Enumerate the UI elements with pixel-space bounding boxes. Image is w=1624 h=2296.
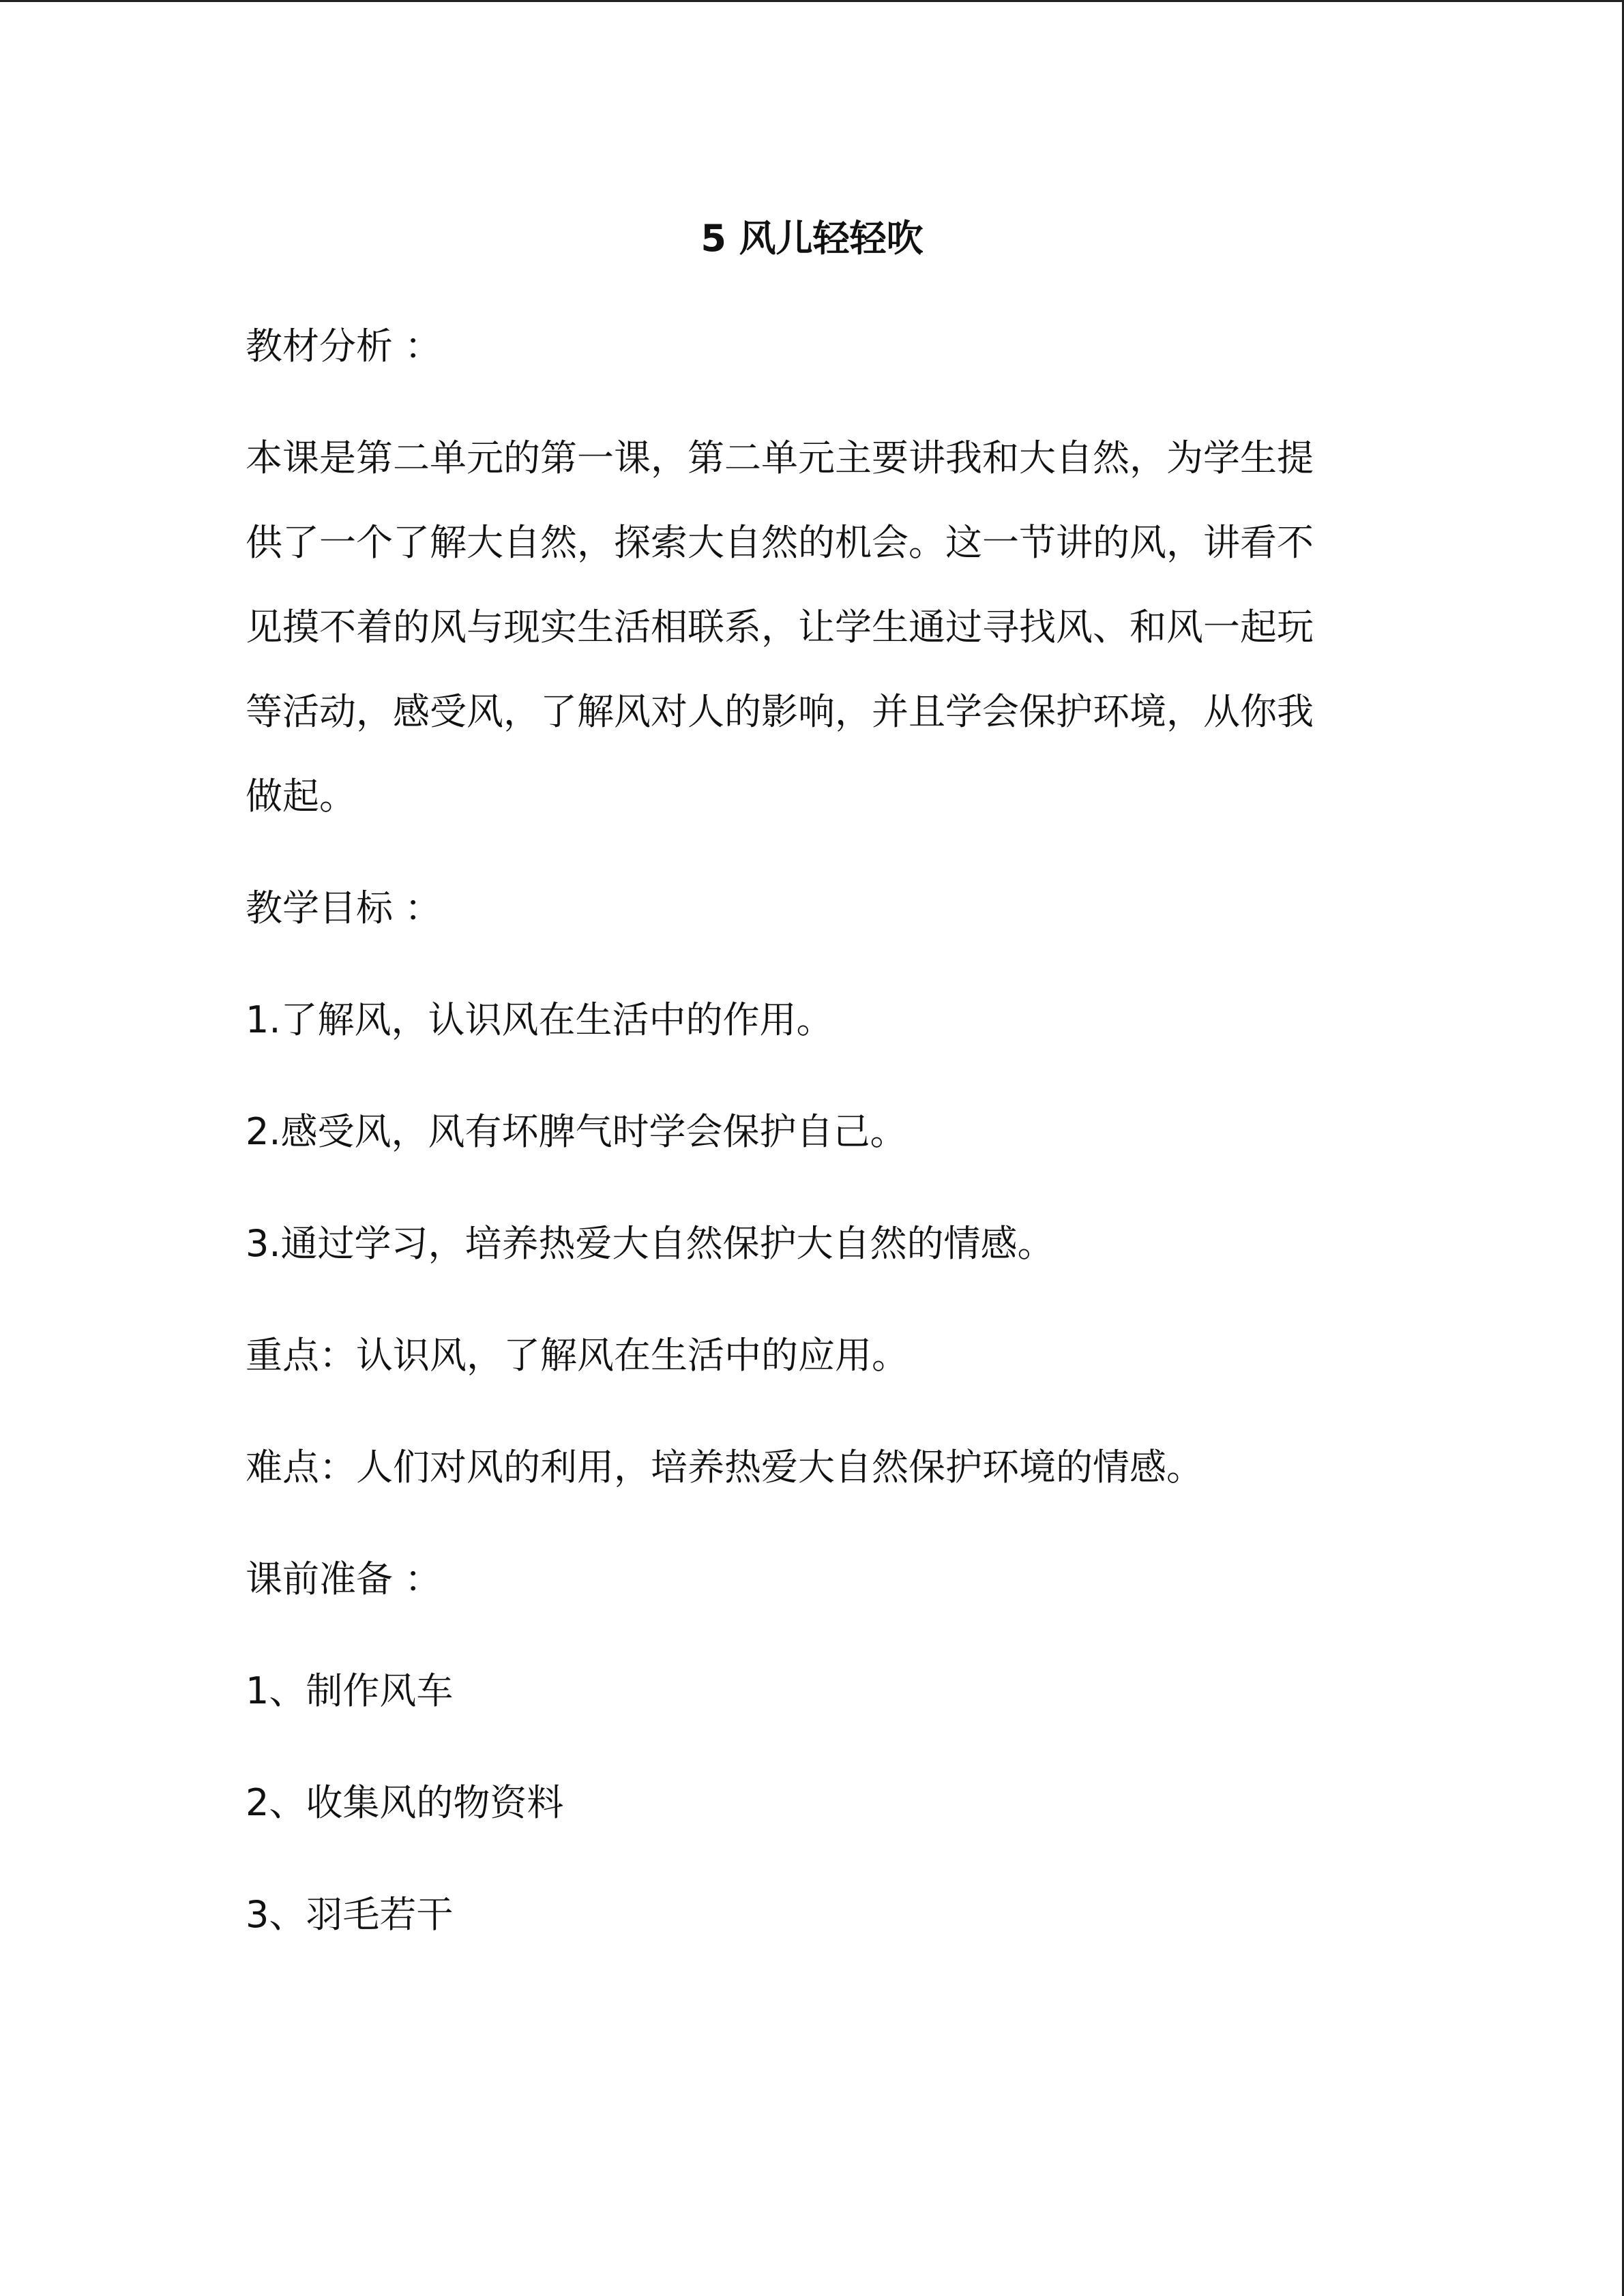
- analysis-line: 供了一个了解大自然，探索大自然的机会。这一节讲的风，讲看不: [246, 521, 1314, 564]
- goal-item: 3.通过学习，培养热爱大自然保护大自然的情感。: [246, 1222, 1054, 1265]
- analysis-line: 本课是第二单元的第一课，第二单元主要讲我和大自然，为学生提: [246, 436, 1314, 479]
- prep-item: 3、羽毛若干: [246, 1893, 454, 1936]
- goals-heading: 教学目标 ：: [246, 886, 442, 929]
- goal-item: 1.了解风，认识风在生活中的作用。: [246, 998, 833, 1041]
- analysis-paragraph: [246, 431, 1378, 824]
- prep-item: 1、制作风车: [246, 1669, 454, 1712]
- analysis-heading: 教材分析 ：: [246, 325, 442, 368]
- goal-item: 2.感受风，风有坏脾气时学会保护自己。: [246, 1110, 907, 1153]
- prep-heading: 课前准备 ：: [246, 1557, 442, 1600]
- document-content: [246, 319, 1378, 1999]
- key-point: 重点：认识风，了解风在生活中的应用。: [246, 1334, 909, 1377]
- analysis-line: 见摸不着的风与现实生活相联系，让学生通过寻找风、和风一起玩: [246, 606, 1314, 648]
- difficulty-point: 难点：人们对风的利用，培养热爱大自然保护环境的情感。: [246, 1446, 1203, 1489]
- document-title: 5 风儿轻轻吹: [700, 217, 924, 260]
- analysis-line: 等活动，感受风，了解风对人的影响，并且学会保护环境，从你我: [246, 690, 1314, 733]
- prep-item: 2、收集风的物资料: [246, 1781, 564, 1824]
- analysis-line: 做起。: [246, 775, 356, 818]
